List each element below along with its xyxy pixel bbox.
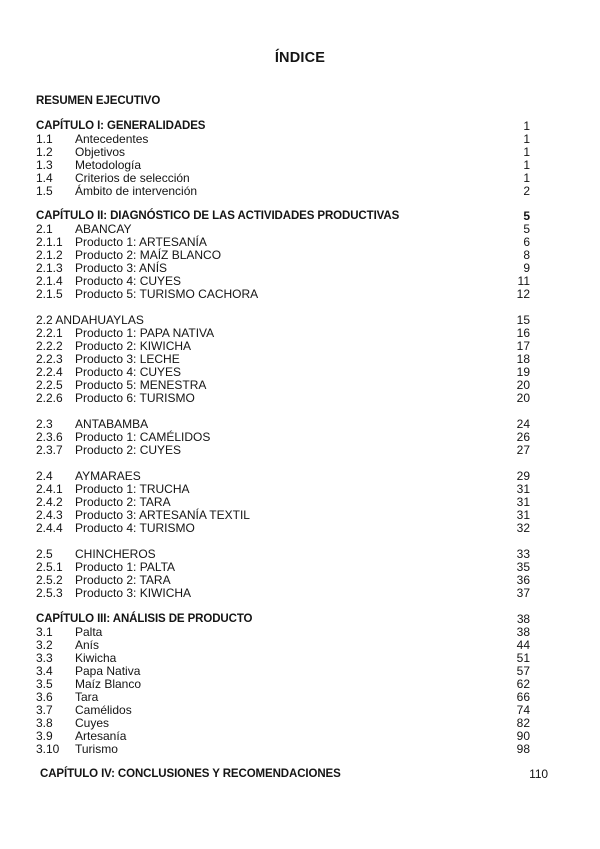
toc-entry-number: 2.4 [36, 469, 53, 483]
toc-page-number: 1 [523, 158, 530, 172]
toc-entry-number: 1.3 [36, 158, 53, 172]
toc-chapter-label: CAPÍTULO III: ANÁLISIS DE PRODUCTO [36, 613, 253, 625]
toc-page-number: 110 [529, 767, 548, 781]
toc-entry-label: Producto 3: KIWICHA [75, 586, 192, 600]
toc-entry-number: 3.10 [36, 742, 60, 756]
toc-entry-number: 2.4.2 [36, 495, 63, 509]
toc-entry-number: 3.7 [36, 703, 53, 717]
toc-entry-label: ABANCAY [75, 222, 132, 236]
toc-entry-label: Producto 2: CUYES [75, 443, 182, 457]
toc-entry-number: 1.1 [36, 132, 53, 146]
toc-page-number: 1 [523, 171, 530, 185]
toc-page-number: 51 [516, 651, 530, 665]
toc-entry-number: 2.5 [36, 547, 53, 561]
toc-entry-number: 3.5 [36, 677, 53, 691]
toc-entry-label: Kiwicha [75, 651, 117, 665]
toc-page-number: 90 [516, 729, 530, 743]
toc-page-number: 35 [516, 560, 530, 574]
toc-page-number: 31 [516, 495, 530, 509]
toc-page-number: 18 [516, 352, 530, 366]
toc-entry-number: 2.1 [36, 222, 53, 236]
toc-entry-label: Papa Nativa [75, 664, 141, 678]
toc-entry-label: Producto 3: ARTESANÍA TEXTIL [75, 508, 250, 522]
toc-entry-number: 2.2.5 [36, 378, 63, 392]
toc-entry-label: Producto 1: PALTA [75, 560, 176, 574]
toc-entry-number: 2.1.1 [36, 235, 63, 249]
toc-entry-number: 2.5.1 [36, 560, 63, 574]
toc-entry-label: Producto 4: TURISMO [75, 521, 195, 535]
toc-entry-label: Antecedentes [75, 132, 149, 146]
toc-entry-number: 1.4 [36, 171, 53, 185]
toc-entry-label: Tara [75, 690, 99, 704]
toc-entry-number: 2.1.3 [36, 261, 63, 275]
toc-page-number: 19 [516, 365, 530, 379]
toc-entry-label: Producto 5: TURISMO CACHORA [75, 287, 259, 301]
toc-entry-label: Producto 1: ARTESANÍA [75, 235, 207, 249]
toc-page-number: 24 [516, 417, 530, 431]
toc-entry [0, 743, 600, 756]
toc-page-number: 38 [516, 625, 530, 639]
toc-entry-number: 2.3.6 [36, 430, 63, 444]
toc-page-number: 20 [516, 378, 530, 392]
toc-entry-label: Artesanía [75, 729, 127, 743]
toc-entry-number: 2.1.4 [36, 274, 63, 288]
toc-page-number: 8 [523, 248, 530, 262]
toc-entry-number: 2.3.7 [36, 443, 63, 457]
toc-page-number: 29 [516, 469, 530, 483]
toc-entry-number: 2.1.2 [36, 248, 63, 262]
toc-page-number: 31 [516, 482, 530, 496]
toc-entry-number: 2.3 [36, 417, 53, 431]
toc-entry-label: Metodología [75, 158, 142, 172]
toc-entry-label: Producto 4: CUYES [75, 274, 182, 288]
toc-entry-number: 3.2 [36, 638, 53, 652]
toc-page-number: 26 [516, 430, 530, 444]
toc-entry-label: Producto 5: MENESTRA [75, 378, 207, 392]
toc-entry-label: Turismo [75, 742, 118, 756]
toc-page-number: 17 [516, 339, 530, 353]
toc-page-number: 6 [523, 235, 530, 249]
toc-page-number: 12 [516, 287, 530, 301]
toc-page-number: 5 [523, 209, 530, 223]
toc-page-number: 32 [516, 521, 530, 535]
toc-entry-number: 3.4 [36, 664, 53, 678]
toc-entry-number: 2.4.4 [36, 521, 63, 535]
toc-entry-number: 3.9 [36, 729, 53, 743]
toc-entry-number: 2.2.2 [36, 339, 63, 353]
toc-page-number: 5 [523, 222, 530, 236]
toc-entry-number: 2.2.6 [36, 391, 63, 405]
toc-entry-label: Producto 1: TRUCHA [75, 482, 190, 496]
toc-entry-label: Producto 1: CAMÉLIDOS [75, 430, 211, 444]
toc-entry-label: AYMARAES [75, 469, 141, 483]
toc-page-number: 57 [516, 664, 530, 678]
toc-entry-label: Producto 2: TARA [75, 573, 171, 587]
toc-entry [0, 444, 600, 457]
toc-entry-number: 2.2.4 [36, 365, 63, 379]
toc-entry-label: Ámbito de intervención [75, 184, 198, 198]
toc-page-number: 15 [516, 313, 530, 327]
toc-page-number: 1 [523, 119, 530, 133]
toc-entry-label: Maíz Blanco [75, 677, 142, 691]
toc-entry [0, 522, 600, 535]
toc-page-number: 33 [516, 547, 530, 561]
toc-chapter-heading [0, 768, 600, 781]
toc-entry-label: Anís [75, 638, 100, 652]
toc-chapter-label: CAPÍTULO IV: CONCLUSIONES Y RECOMENDACIONES [40, 768, 341, 780]
toc-entry-label: Criterios de selección [75, 171, 190, 185]
toc-entry-label: Producto 3: ANÍS [75, 261, 168, 275]
toc-entry-number: 3.1 [36, 625, 53, 639]
toc-entry-label: 2.2 ANDAHUAYLAS [36, 313, 144, 327]
toc-entry-number: 2.2.3 [36, 352, 63, 366]
toc-page-number: 74 [516, 703, 530, 717]
toc-entry-label: CHINCHEROS [75, 547, 156, 561]
toc-chapter-label: CAPÍTULO II: DIAGNÓSTICO DE LAS ACTIVIDADES PRODUCTIVAS [36, 210, 400, 222]
toc-entry-number: 2.2.1 [36, 326, 63, 340]
toc-entry-number: 2.4.1 [36, 482, 63, 496]
toc-entry-number: 2.1.5 [36, 287, 63, 301]
toc-page-number: 20 [516, 391, 530, 405]
toc-entry-number: 2.5.3 [36, 586, 63, 600]
toc-page-number: 2 [523, 184, 530, 198]
toc-entry-label: Producto 1: PAPA NATIVA [75, 326, 215, 340]
toc-chapter-heading [0, 95, 600, 108]
toc-entry-label: Producto 2: KIWICHA [75, 339, 192, 353]
toc-entry-number: 2.5.2 [36, 573, 63, 587]
toc-page-number: 27 [516, 443, 530, 457]
toc-page-number: 11 [517, 274, 530, 288]
toc-entry-label: Palta [75, 625, 103, 639]
toc-page-number: 38 [516, 612, 530, 626]
toc-entry-number: 3.6 [36, 690, 53, 704]
toc-page-number: 16 [516, 326, 530, 340]
toc-entry-number: 1.2 [36, 145, 53, 159]
toc-page-number: 36 [516, 573, 530, 587]
toc-entry-number: 3.3 [36, 651, 53, 665]
toc-entry [0, 587, 600, 600]
toc-entry-label: Producto 2: TARA [75, 495, 171, 509]
toc-entry-number: 2.4.3 [36, 508, 63, 522]
toc-entry-label: Producto 2: MAÍZ BLANCO [75, 248, 222, 262]
toc-chapter-label: CAPÍTULO I: GENERALIDADES [36, 120, 206, 132]
toc-entry-label: Producto 6: TURISMO [75, 391, 195, 405]
toc-page-number: 37 [516, 586, 530, 600]
toc-page-number: 82 [516, 716, 530, 730]
toc-entry-number: 3.8 [36, 716, 53, 730]
toc-entry-label: ANTABAMBA [75, 417, 149, 431]
toc-entry-label: Camélidos [75, 703, 132, 717]
page-title: ÍNDICE [274, 50, 326, 66]
toc-entry-label: Cuyes [75, 716, 110, 730]
toc-chapter-label: RESUMEN EJECUTIVO [36, 95, 161, 107]
toc-page-number: 44 [516, 638, 530, 652]
toc-page-number: 62 [516, 677, 530, 691]
toc-entry [0, 185, 600, 198]
toc-entry-number: 1.5 [36, 184, 53, 198]
toc-entry-label: Producto 4: CUYES [75, 365, 182, 379]
toc-page-number: 31 [516, 508, 530, 522]
toc-entry-label: Producto 3: LECHE [75, 352, 180, 366]
toc-page-number: 66 [516, 690, 530, 704]
toc-page-number: 1 [523, 132, 530, 146]
toc-page-number: 9 [523, 261, 530, 275]
toc-page-number: 98 [516, 742, 530, 756]
toc-entry-label: Objetivos [75, 145, 126, 159]
toc-entry [0, 392, 600, 405]
toc-page-number: 1 [523, 145, 530, 159]
toc-entry [0, 288, 600, 301]
